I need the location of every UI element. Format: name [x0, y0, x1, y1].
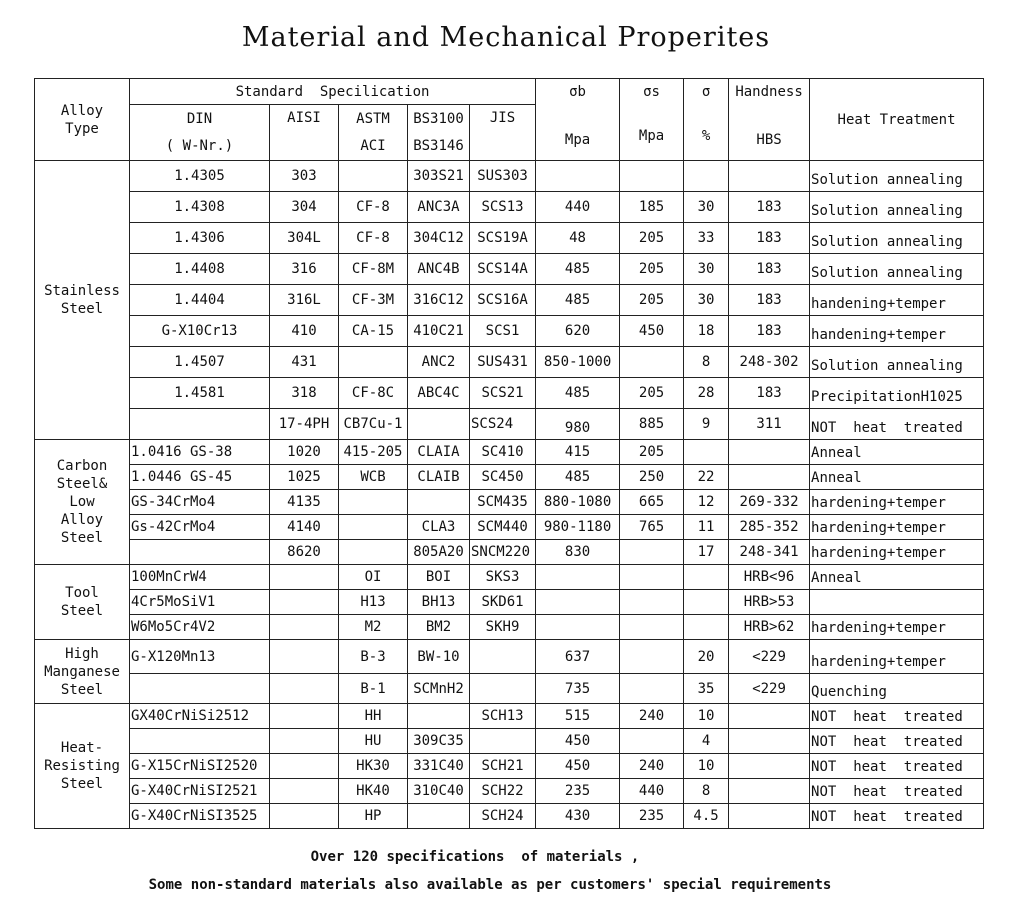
- din-cell: [130, 409, 270, 440]
- jis-cell: SCH22: [470, 779, 536, 804]
- table-row: [35, 674, 984, 704]
- aisi-cell: 304L: [270, 223, 339, 254]
- hardness-cell: [729, 804, 810, 829]
- din-cell: 1.4507: [130, 347, 270, 378]
- standard-spec-header: Standard Specilication: [130, 79, 536, 105]
- sigma-header: σ %: [684, 79, 729, 161]
- sigma-s-cell: 885: [620, 409, 684, 440]
- astm-cell: H13: [339, 590, 408, 615]
- heat-treatment-cell: hardening+temper: [810, 540, 984, 565]
- sigma-s-cell: 205: [620, 223, 684, 254]
- astm-cell: CF-3M: [339, 285, 408, 316]
- heat-treatment-cell: Solution annealing: [810, 192, 984, 223]
- heat-treatment-cell: hardening+temper: [810, 615, 984, 640]
- heat-treatment-cell: hardening+temper: [810, 515, 984, 540]
- din-cell: G-X15CrNiSI2520: [130, 754, 270, 779]
- sigma-s-cell: 235: [620, 804, 684, 829]
- bs-cell: CLAIB: [408, 465, 470, 490]
- aisi-cell: 304: [270, 192, 339, 223]
- din-cell: 1.0446 GS-45: [130, 465, 270, 490]
- sigma-cell: 8: [684, 779, 729, 804]
- bs-cell: 309C35: [408, 729, 470, 754]
- sigma-b-cell: [536, 615, 620, 640]
- jis-cell: SC410: [470, 440, 536, 465]
- astm-cell: [339, 540, 408, 565]
- aisi-cell: [270, 615, 339, 640]
- din-cell: 1.4404: [130, 285, 270, 316]
- sigma-cell: [684, 565, 729, 590]
- sigma-s-cell: 440: [620, 779, 684, 804]
- table-row: [35, 192, 984, 223]
- sigma-cell: 30: [684, 192, 729, 223]
- hardness-cell: 248-341: [729, 540, 810, 565]
- aisi-cell: 4140: [270, 515, 339, 540]
- sigma-b-cell: 440: [536, 192, 620, 223]
- aisi-cell: 431: [270, 347, 339, 378]
- heat-treatment-cell: PrecipitationH1025: [810, 378, 984, 409]
- sigma-cell: 4: [684, 729, 729, 754]
- jis-cell: SKD61: [470, 590, 536, 615]
- heat-treatment-cell: Solution annealing: [810, 223, 984, 254]
- hardness-cell: [729, 729, 810, 754]
- sigma-b-cell: 515: [536, 704, 620, 729]
- heat-treatment-cell: handening+temper: [810, 316, 984, 347]
- bs-cell: ANC4B: [408, 254, 470, 285]
- heat-treatment-cell: Quenching: [810, 674, 984, 704]
- hardness-cell: 269-332: [729, 490, 810, 515]
- hardness-cell: 183: [729, 285, 810, 316]
- jis-cell: SCS16A: [470, 285, 536, 316]
- table-row: [35, 490, 984, 515]
- hardness-cell: 183: [729, 378, 810, 409]
- astm-cell: HU: [339, 729, 408, 754]
- din-sub-header: ( W-Nr.): [130, 133, 270, 161]
- sigma-s-cell: 665: [620, 490, 684, 515]
- sigma-b-cell: 620: [536, 316, 620, 347]
- din-cell: 1.4306: [130, 223, 270, 254]
- astm-cell: HH: [339, 704, 408, 729]
- sigma-s-cell: [620, 161, 684, 192]
- jis-header: JIS: [470, 105, 536, 161]
- astm-cell: CF-8: [339, 223, 408, 254]
- astm-cell: [339, 515, 408, 540]
- jis-cell: SNCM220: [470, 540, 536, 565]
- table-row: [35, 729, 984, 754]
- jis-cell: SCS24: [470, 409, 536, 440]
- din-cell: 1.4308: [130, 192, 270, 223]
- aisi-cell: [270, 804, 339, 829]
- table-row: [35, 640, 984, 674]
- sigma-b-header: σb Mpa: [536, 79, 620, 161]
- aisi-cell: 8620: [270, 540, 339, 565]
- jis-cell: SCS19A: [470, 223, 536, 254]
- hardness-cell: 285-352: [729, 515, 810, 540]
- bs-cell: SCMnH2: [408, 674, 470, 704]
- sigma-s-cell: 765: [620, 515, 684, 540]
- sigma-cell: 12: [684, 490, 729, 515]
- bs-cell: 805A20: [408, 540, 470, 565]
- table-row: [35, 704, 984, 729]
- page-title: Material and Mechanical Properites: [241, 22, 771, 53]
- bs3146-header: BS3146: [408, 133, 470, 161]
- aisi-cell: 1025: [270, 465, 339, 490]
- alloy-group-heat-resisting: Heat-Resisting Steel: [35, 704, 130, 829]
- aisi-cell: 316L: [270, 285, 339, 316]
- astm-cell: HK40: [339, 779, 408, 804]
- sigma-s-cell: 240: [620, 754, 684, 779]
- jis-cell: SCS14A: [470, 254, 536, 285]
- table-row: [35, 254, 984, 285]
- aisi-cell: 303: [270, 161, 339, 192]
- din-cell: G-X40CrNiSI2521: [130, 779, 270, 804]
- sigma-b-cell: 880-1080: [536, 490, 620, 515]
- sigma-s-cell: 240: [620, 704, 684, 729]
- bs-cell: [408, 490, 470, 515]
- sigma-cell: 30: [684, 285, 729, 316]
- sigma-b-cell: 637: [536, 640, 620, 674]
- hardness-cell: [729, 704, 810, 729]
- table-row: [35, 409, 984, 440]
- hardness-cell: 183: [729, 223, 810, 254]
- astm-cell: HK30: [339, 754, 408, 779]
- heat-treatment-cell: NOT heat treated: [810, 779, 984, 804]
- heat-treatment-cell: Solution annealing: [810, 161, 984, 192]
- din-cell: 1.4408: [130, 254, 270, 285]
- sigma-cell: 18: [684, 316, 729, 347]
- astm-cell: CF-8: [339, 192, 408, 223]
- bs-cell: 331C40: [408, 754, 470, 779]
- sigma-b-cell: 850-1000: [536, 347, 620, 378]
- astm-cell: M2: [339, 615, 408, 640]
- din-cell: W6Mo5Cr4V2: [130, 615, 270, 640]
- aisi-cell: [270, 674, 339, 704]
- din-cell: [130, 674, 270, 704]
- sigma-cell: 10: [684, 754, 729, 779]
- astm-cell: B-1: [339, 674, 408, 704]
- sigma-cell: [684, 161, 729, 192]
- table-row: [35, 804, 984, 829]
- sigma-b-cell: [536, 161, 620, 192]
- table-row: [35, 615, 984, 640]
- astm-cell: CB7Cu-1: [339, 409, 408, 440]
- sigma-cell: 30: [684, 254, 729, 285]
- sigma-cell: 20: [684, 640, 729, 674]
- aisi-cell: 17-4PH: [270, 409, 339, 440]
- sigma-cell: 22: [684, 465, 729, 490]
- sigma-b-cell: 485: [536, 254, 620, 285]
- sigma-cell: 10: [684, 704, 729, 729]
- sigma-s-cell: [620, 565, 684, 590]
- sigma-s-cell: 450: [620, 316, 684, 347]
- sigma-cell: [684, 590, 729, 615]
- din-header: DIN: [130, 105, 270, 133]
- sigma-b-cell: 980-1180: [536, 515, 620, 540]
- jis-cell: SKS3: [470, 565, 536, 590]
- bs-cell: BW-10: [408, 640, 470, 674]
- din-cell: G-X40CrNiSI3525: [130, 804, 270, 829]
- heat-treatment-cell: NOT heat treated: [810, 704, 984, 729]
- jis-cell: SCM435: [470, 490, 536, 515]
- sigma-b-cell: 830: [536, 540, 620, 565]
- aisi-cell: [270, 779, 339, 804]
- sigma-s-cell: [620, 640, 684, 674]
- table-row: [35, 515, 984, 540]
- sigma-b-cell: 430: [536, 804, 620, 829]
- sigma-s-cell: 205: [620, 378, 684, 409]
- aisi-cell: [270, 565, 339, 590]
- table-row: [35, 347, 984, 378]
- sigma-b-cell: 485: [536, 285, 620, 316]
- table-row: [35, 540, 984, 565]
- sigma-b-cell: 48: [536, 223, 620, 254]
- astm-cell: CF-8M: [339, 254, 408, 285]
- heat-treatment-cell: NOT heat treated: [810, 804, 984, 829]
- hardness-cell: HRB>62: [729, 615, 810, 640]
- heat-treatment-header: Heat Treatment: [810, 79, 984, 161]
- hardness-cell: [729, 779, 810, 804]
- alloy-group-carbon: Carbon Steel& Low Alloy Steel: [35, 440, 130, 565]
- bs-cell: BOI: [408, 565, 470, 590]
- bs-cell: ANC2: [408, 347, 470, 378]
- footer-line-2: Some non-standard materials also available as per customers' special requirements: [148, 877, 832, 893]
- din-cell: [130, 540, 270, 565]
- jis-cell: SCH24: [470, 804, 536, 829]
- hardness-header: Handness HBS: [729, 79, 810, 161]
- sigma-cell: 17: [684, 540, 729, 565]
- heat-treatment-cell: Anneal: [810, 565, 984, 590]
- bs-cell: 410C21: [408, 316, 470, 347]
- sigma-cell: [684, 615, 729, 640]
- din-cell: Gs-42CrMo4: [130, 515, 270, 540]
- sigma-s-cell: [620, 674, 684, 704]
- astm-cell: [339, 161, 408, 192]
- hardness-cell: 311: [729, 409, 810, 440]
- sigma-b-cell: [536, 590, 620, 615]
- properties-table: [34, 78, 984, 829]
- bs-cell: 303S21: [408, 161, 470, 192]
- bs-cell: [408, 704, 470, 729]
- bs-cell: BH13: [408, 590, 470, 615]
- sigma-b-cell: [536, 565, 620, 590]
- heat-treatment-cell: Anneal: [810, 465, 984, 490]
- sigma-s-cell: [620, 590, 684, 615]
- aisi-cell: 316: [270, 254, 339, 285]
- astm-cell: OI: [339, 565, 408, 590]
- jis-cell: SCS21: [470, 378, 536, 409]
- bs-cell: CLA3: [408, 515, 470, 540]
- din-cell: 100MnCrW4: [130, 565, 270, 590]
- sigma-s-cell: 205: [620, 254, 684, 285]
- aisi-cell: [270, 729, 339, 754]
- din-cell: GX40CrNiSi2512: [130, 704, 270, 729]
- heat-treatment-cell: hardening+temper: [810, 640, 984, 674]
- bs-cell: ANC3A: [408, 192, 470, 223]
- din-cell: 1.4581: [130, 378, 270, 409]
- bs-cell: 316C12: [408, 285, 470, 316]
- table-row: [35, 590, 984, 615]
- bs-cell: BM2: [408, 615, 470, 640]
- sigma-cell: 35: [684, 674, 729, 704]
- jis-cell: SCM440: [470, 515, 536, 540]
- jis-cell: SCH21: [470, 754, 536, 779]
- heat-treatment-cell: Anneal: [810, 440, 984, 465]
- jis-cell: SC450: [470, 465, 536, 490]
- heat-treatment-cell: NOT heat treated: [810, 409, 984, 440]
- heat-treatment-cell: handening+temper: [810, 285, 984, 316]
- astm-cell: B-3: [339, 640, 408, 674]
- sigma-cell: 11: [684, 515, 729, 540]
- jis-cell: SCS1: [470, 316, 536, 347]
- sigma-cell: 8: [684, 347, 729, 378]
- sigma-s-cell: 205: [620, 440, 684, 465]
- alloy-type-header: Alloy Type: [35, 79, 130, 161]
- din-cell: 1.0416 GS-38: [130, 440, 270, 465]
- sigma-s-cell: [620, 729, 684, 754]
- alloy-group-high-manganese: High Manganese Steel: [35, 640, 130, 704]
- sigma-s-cell: 205: [620, 285, 684, 316]
- hardness-cell: 248-302: [729, 347, 810, 378]
- hardness-cell: [729, 754, 810, 779]
- astm-header: ASTM: [339, 105, 408, 133]
- table-row: [35, 440, 984, 465]
- bs-cell: 304C12: [408, 223, 470, 254]
- astm-cell: CA-15: [339, 316, 408, 347]
- sigma-b-cell: 450: [536, 729, 620, 754]
- aisi-cell: [270, 590, 339, 615]
- hardness-cell: [729, 440, 810, 465]
- sigma-b-cell: 485: [536, 465, 620, 490]
- sigma-s-cell: [620, 615, 684, 640]
- astm-cell: [339, 347, 408, 378]
- heat-treatment-cell: Solution annealing: [810, 347, 984, 378]
- aisi-cell: [270, 754, 339, 779]
- sigma-cell: 28: [684, 378, 729, 409]
- bs-cell: 310C40: [408, 779, 470, 804]
- jis-cell: SUS431: [470, 347, 536, 378]
- jis-cell: [470, 640, 536, 674]
- jis-cell: SCH13: [470, 704, 536, 729]
- hardness-cell: HRB>53: [729, 590, 810, 615]
- table-row: [35, 779, 984, 804]
- jis-cell: SKH9: [470, 615, 536, 640]
- heat-treatment-cell: Solution annealing: [810, 254, 984, 285]
- aisi-cell: [270, 640, 339, 674]
- astm-cell: WCB: [339, 465, 408, 490]
- sigma-b-cell: 980: [536, 409, 620, 440]
- hardness-cell: [729, 465, 810, 490]
- jis-cell: SCS13: [470, 192, 536, 223]
- sigma-cell: 33: [684, 223, 729, 254]
- jis-cell: SUS303: [470, 161, 536, 192]
- jis-cell: [470, 729, 536, 754]
- din-cell: G-X10Cr13: [130, 316, 270, 347]
- sigma-s-cell: [620, 540, 684, 565]
- footer-line-1: Over 120 specifications of materials ,: [310, 849, 640, 865]
- table-row: [35, 161, 984, 192]
- sigma-s-cell: 185: [620, 192, 684, 223]
- astm-cell: HP: [339, 804, 408, 829]
- sigma-s-header: σs Mpa: [620, 79, 684, 161]
- sigma-b-cell: 235: [536, 779, 620, 804]
- hardness-cell: 183: [729, 192, 810, 223]
- din-cell: [130, 729, 270, 754]
- hardness-cell: 183: [729, 316, 810, 347]
- table-row: [35, 465, 984, 490]
- aisi-cell: [270, 704, 339, 729]
- bs-cell: ABC4C: [408, 378, 470, 409]
- din-cell: G-X120Mn13: [130, 640, 270, 674]
- sigma-b-cell: 415: [536, 440, 620, 465]
- table-row: [35, 565, 984, 590]
- sigma-cell: 9: [684, 409, 729, 440]
- table-row: [35, 285, 984, 316]
- sigma-cell: 4.5: [684, 804, 729, 829]
- sigma-b-cell: 735: [536, 674, 620, 704]
- sigma-cell: [684, 440, 729, 465]
- hardness-cell: <229: [729, 640, 810, 674]
- din-cell: GS-34CrMo4: [130, 490, 270, 515]
- hardness-cell: HRB<96: [729, 565, 810, 590]
- table-row: [35, 378, 984, 409]
- heat-treatment-cell: hardening+temper: [810, 490, 984, 515]
- heat-treatment-cell: NOT heat treated: [810, 729, 984, 754]
- astm-cell: 415-205: [339, 440, 408, 465]
- heat-treatment-cell: [810, 590, 984, 615]
- bs-cell: [408, 409, 470, 440]
- jis-cell: [470, 674, 536, 704]
- sigma-s-cell: [620, 347, 684, 378]
- aisi-cell: 318: [270, 378, 339, 409]
- heat-treatment-cell: NOT heat treated: [810, 754, 984, 779]
- astm-cell: CF-8C: [339, 378, 408, 409]
- alloy-group-tool: Tool Steel: [35, 565, 130, 640]
- din-cell: 4Cr5MoSiV1: [130, 590, 270, 615]
- hardness-cell: [729, 161, 810, 192]
- din-cell: 1.4305: [130, 161, 270, 192]
- astm-cell: [339, 490, 408, 515]
- hardness-cell: 183: [729, 254, 810, 285]
- sigma-b-cell: 450: [536, 754, 620, 779]
- sigma-s-cell: 250: [620, 465, 684, 490]
- bs3100-header: BS3100: [408, 105, 470, 133]
- bs-cell: CLAIA: [408, 440, 470, 465]
- aisi-cell: 410: [270, 316, 339, 347]
- sigma-b-cell: 485: [536, 378, 620, 409]
- hardness-cell: <229: [729, 674, 810, 704]
- alloy-group-stainless: Stainless Steel: [35, 161, 130, 440]
- aisi-header: AISI: [270, 105, 339, 161]
- table-row: [35, 316, 984, 347]
- bs-cell: [408, 804, 470, 829]
- aci-header: ACI: [339, 133, 408, 161]
- aisi-cell: 1020: [270, 440, 339, 465]
- table-row: [35, 754, 984, 779]
- aisi-cell: 4135: [270, 490, 339, 515]
- table-row: [35, 223, 984, 254]
